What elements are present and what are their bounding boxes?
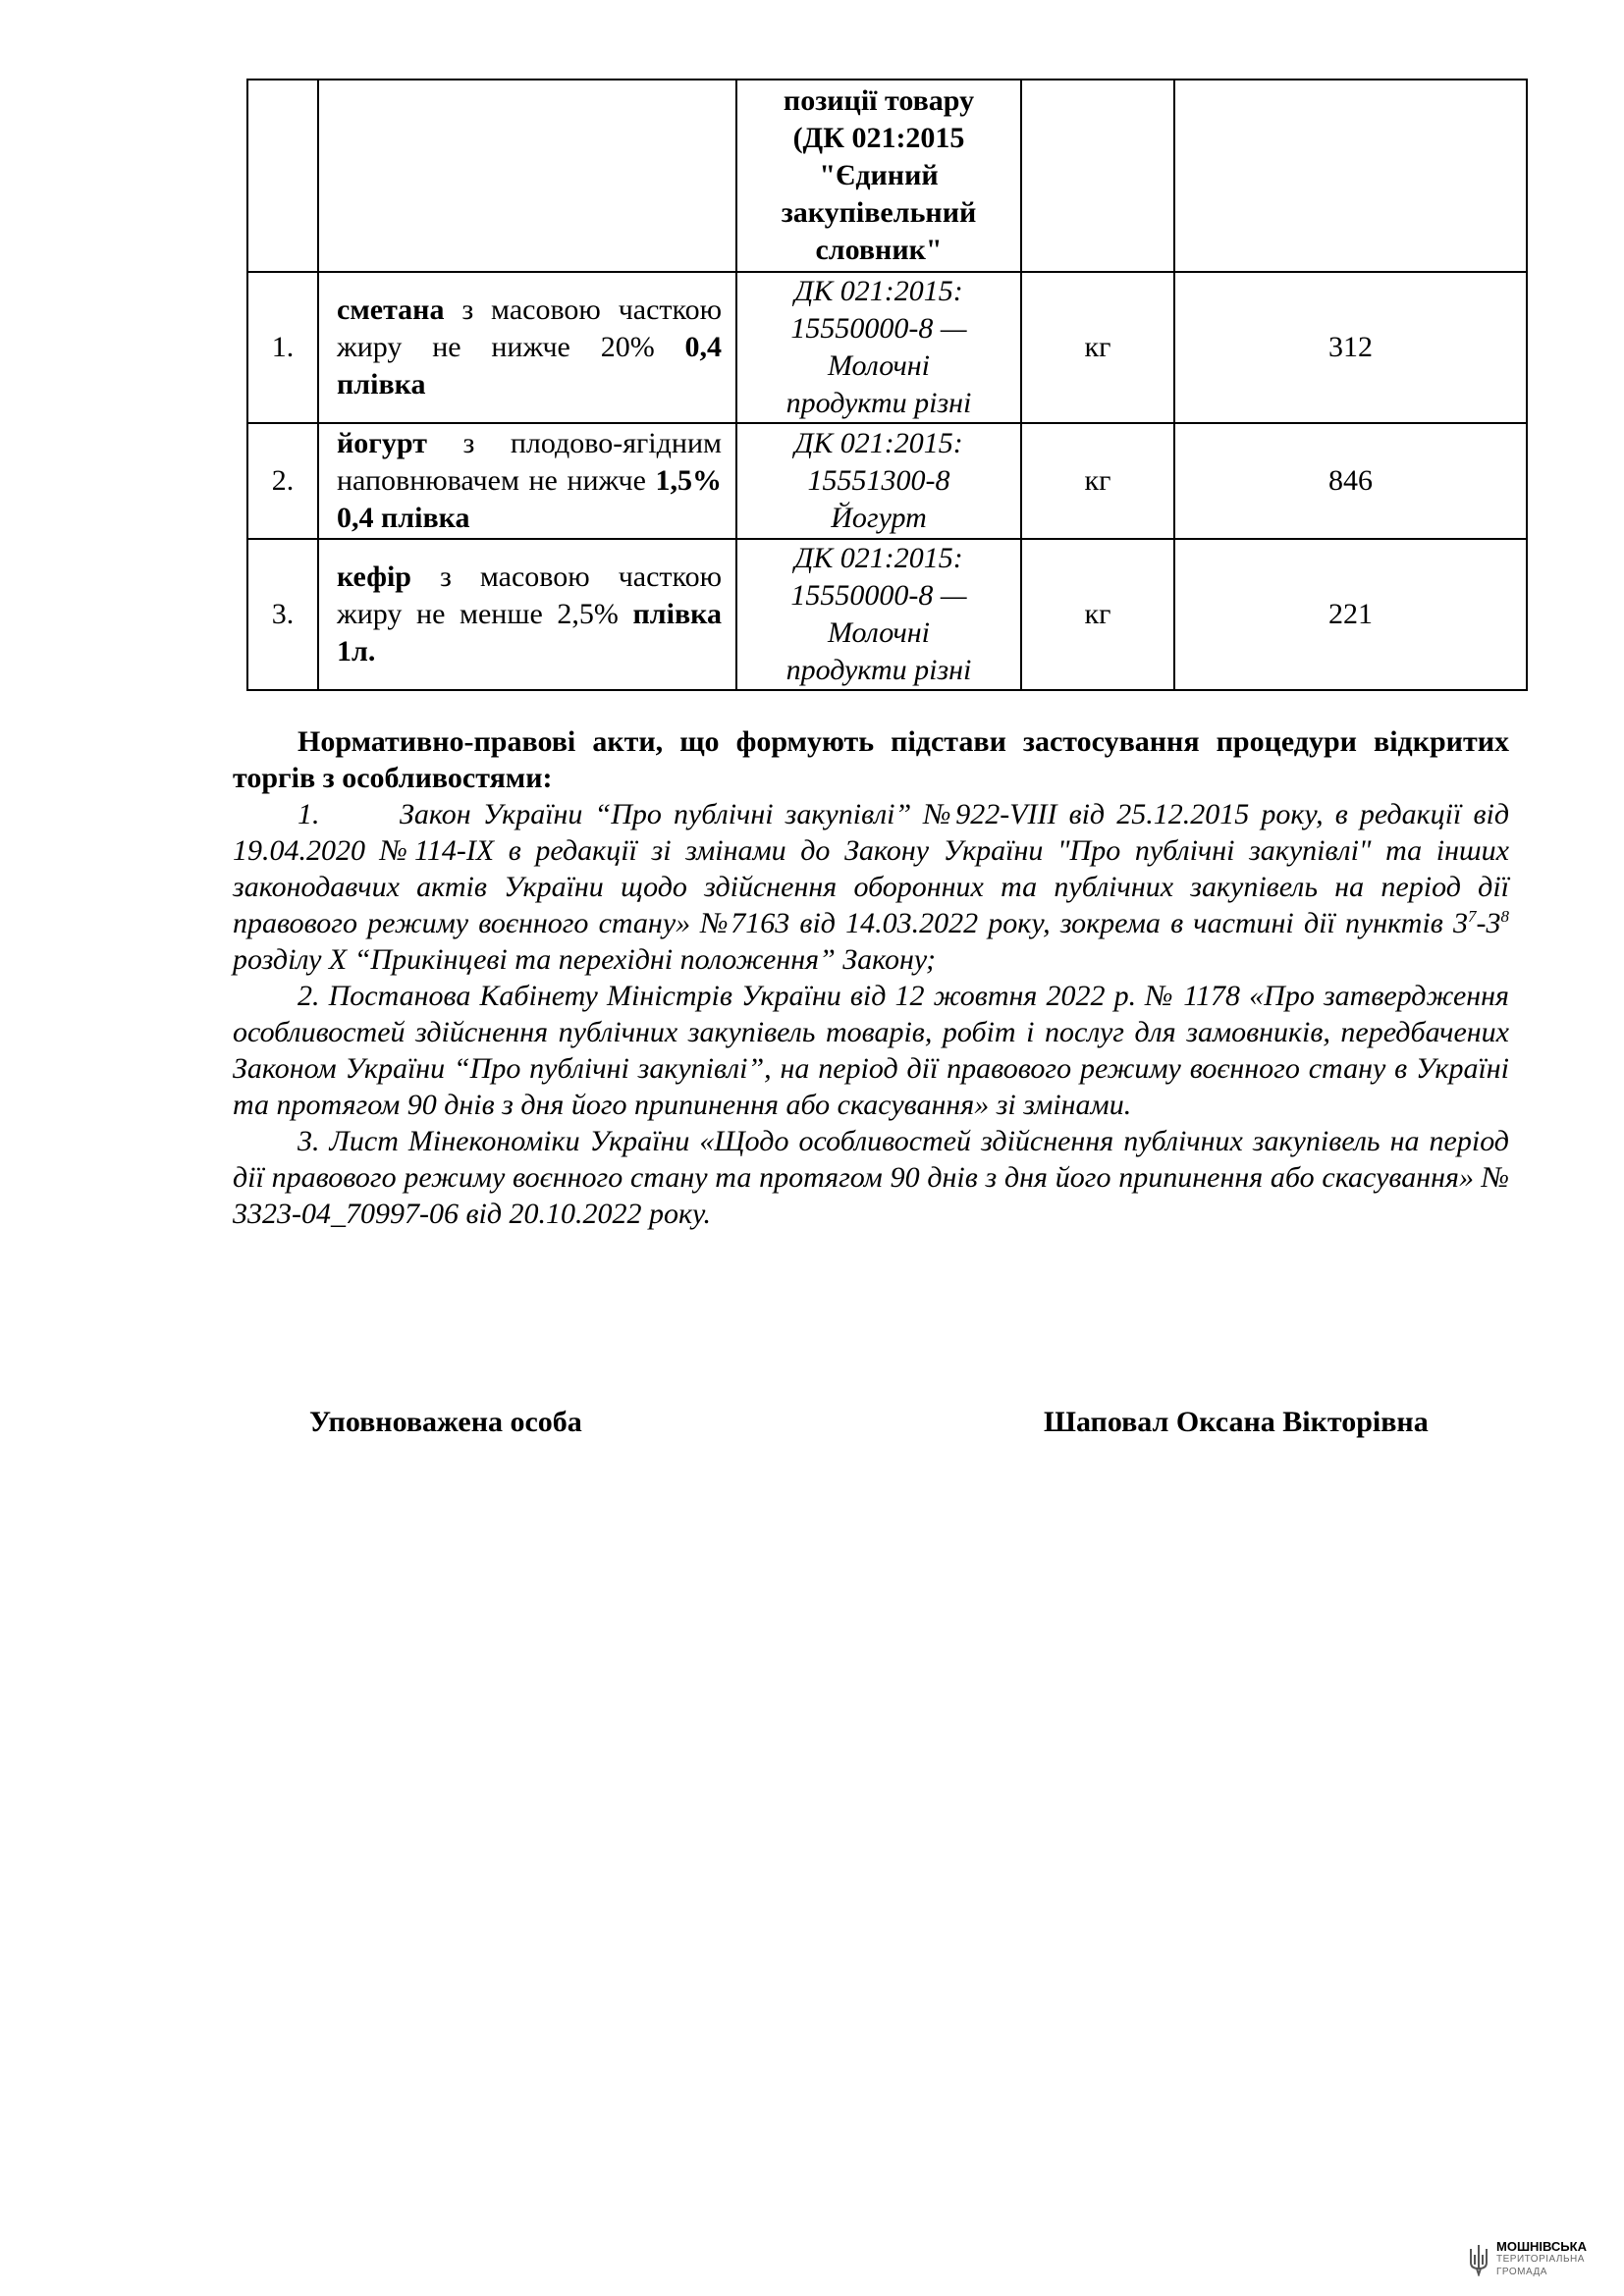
row-unit: кг: [1021, 423, 1174, 539]
header-code-cell: позиції товару (ДК 021:2015 "Єдиний закупівельний словник": [736, 80, 1021, 272]
table-header-row: [247, 80, 1527, 272]
legal-act-item-3: 3. Лист Мінекономіки України «Щодо особливостей здійснення публічних закупівель на період дії правового режиму воєнного стану та протягом 90 днів з дня його припинення або скасування» № 3323-04_70997-06 від 20.10.2022 року.: [233, 1125, 1509, 1230]
header-qty-cell: [1174, 80, 1527, 272]
row-unit: кг: [1021, 272, 1174, 423]
header-unit-cell: [1021, 80, 1174, 272]
table-row: [247, 272, 1527, 423]
row-product-name: йогурт з плодово-ягідним наповнювачем не нижче 1,5% 0,4 плівка: [318, 423, 736, 539]
signature-name: Шаповал Оксана Вікторівна: [1044, 1406, 1429, 1438]
row-unit: кг: [1021, 539, 1174, 690]
legal-act-item-1: 1. Закон України “Про публічні закупівлі” №922-VIII від 25.12.2015 року, в редакції від 19.04.2020 №114-IX в редакції зі змінами до Закону України "Про публічні закупівлі" та інших законодавчих актів України щодо здійснення оборонних та публічних закупівель на період дії правового режиму воєнного стану» №7163 від 14.03.2022 року, зокрема в частині дії пунктів $3^7-3^8$ розділу X “Прикінцеві та перехідні положення” Закону;: [233, 798, 1509, 976]
row-num: 2.: [247, 423, 318, 539]
legal-acts-list: [233, 796, 1509, 1232]
goods-table: [246, 79, 1528, 691]
legal-act-item-2: 2. Постанова Кабінету Міністрів України від 12 жовтня 2022 р. № 1178 «Про затвердження особливостей здійснення публічних закупівель товарів, робіт і послуг для замовників, передбачених Законом України “Про публічні закупівлі”, на період дії правового режиму воєнного стану в Україні та протягом 90 днів з дня його припинення або скасування» зі змінами.: [233, 980, 1509, 1121]
row-dk-code: ДК 021:2015: 15551300-8 Йогурт: [736, 423, 1021, 539]
row-product-name: сметана з масовою часткою жиру не нижче 20% 0,4 плівка: [318, 272, 736, 423]
table-row: [247, 423, 1527, 539]
row-dk-code: ДК 021:2015: 15550000-8 — Молочні продукти різні: [736, 539, 1021, 690]
signature-role: Уповноважена особа: [309, 1406, 582, 1438]
row-product-name: кефір з масовою часткою жиру не менше 2,5% плівка 1л.: [318, 539, 736, 690]
row-quantity: 846: [1174, 423, 1527, 539]
row-num: 3.: [247, 539, 318, 690]
community-logo: [1467, 2240, 1587, 2278]
logo-text: МОШНІВСЬКА ТЕРИТОРІАЛЬНА ГРОМАДА: [1496, 2239, 1587, 2277]
legal-acts-title: Нормативно-правові акти, що формують підстави застосування процедури відкритих торгів з особливостями:: [233, 725, 1509, 794]
header-num-cell: [247, 80, 318, 272]
row-quantity: 221: [1174, 539, 1527, 690]
trident-icon: [1467, 2243, 1490, 2276]
row-quantity: 312: [1174, 272, 1527, 423]
table-row: [247, 539, 1527, 690]
row-num: 1.: [247, 272, 318, 423]
header-name-cell: [318, 80, 736, 272]
row-dk-code: ДК 021:2015: 15550000-8 — Молочні продукти різні: [736, 272, 1021, 423]
